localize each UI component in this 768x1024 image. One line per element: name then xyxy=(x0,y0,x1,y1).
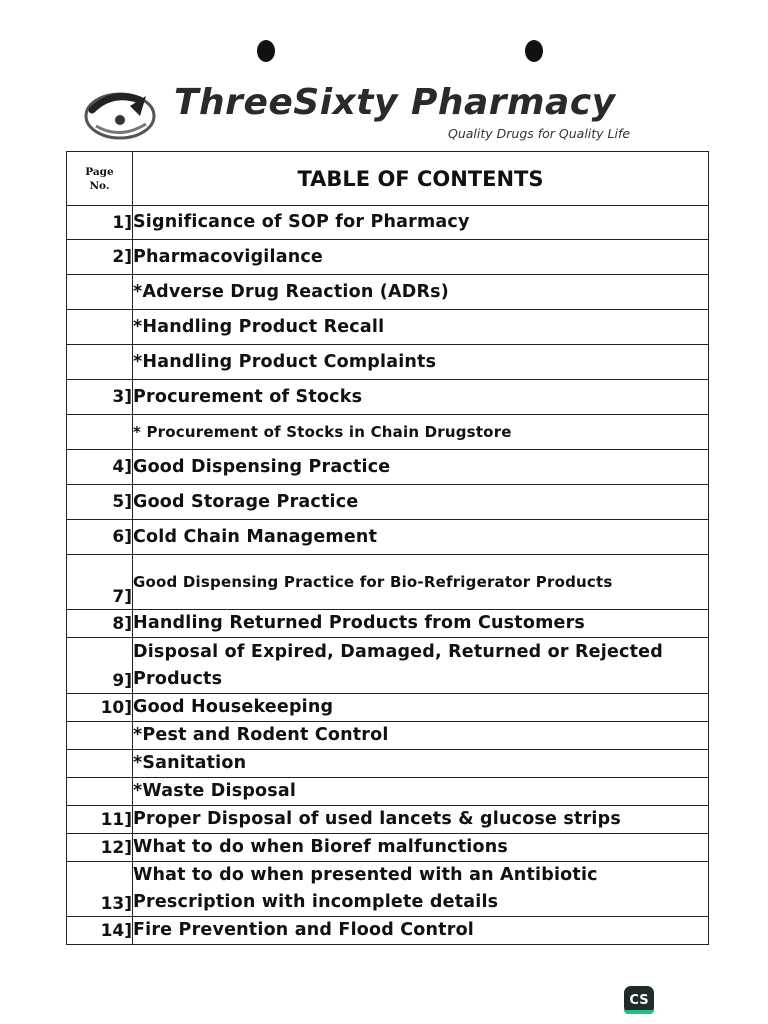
toc-item: *Handling Product Complaints xyxy=(133,345,709,380)
toc-header-row xyxy=(67,152,709,206)
toc-row xyxy=(67,750,709,778)
toc-row xyxy=(67,806,709,834)
toc-row xyxy=(67,206,709,240)
page-number xyxy=(67,415,133,450)
page-column-header xyxy=(67,152,133,206)
page-number: 8] xyxy=(67,610,133,638)
page-number xyxy=(67,275,133,310)
toc-row xyxy=(67,862,709,917)
toc-row xyxy=(67,610,709,638)
page-number xyxy=(67,750,133,778)
page-number: 13] xyxy=(67,862,133,917)
toc-item: What to do when presented with an Antibiotic Prescription with incomplete details xyxy=(133,862,709,917)
toc-row xyxy=(67,520,709,555)
toc-row xyxy=(67,917,709,945)
toc-row xyxy=(67,485,709,520)
toc-row xyxy=(67,380,709,415)
camscanner-badge-icon: CS xyxy=(624,986,654,1014)
page-number: 7] xyxy=(67,555,133,610)
toc-row xyxy=(67,345,709,380)
toc-row xyxy=(67,778,709,806)
page-number: 4] xyxy=(67,450,133,485)
page-number: 14] xyxy=(67,917,133,945)
toc-item: Significance of SOP for Pharmacy xyxy=(133,206,709,240)
page-number: 2] xyxy=(67,240,133,275)
page-number: 3] xyxy=(67,380,133,415)
toc-item: Proper Disposal of used lancets & glucose strips xyxy=(133,806,709,834)
toc-item: *Pest and Rodent Control xyxy=(133,722,709,750)
toc-row xyxy=(67,415,709,450)
page-number: 11] xyxy=(67,806,133,834)
binder-hole-right xyxy=(525,40,543,62)
toc-item: Good Dispensing Practice xyxy=(133,450,709,485)
page-number: 12] xyxy=(67,834,133,862)
toc-item: What to do when Bioref malfunctions xyxy=(133,834,709,862)
pharmacy-logo-icon xyxy=(82,86,158,142)
toc-row xyxy=(67,638,709,694)
toc-row xyxy=(67,450,709,485)
toc-row xyxy=(67,240,709,275)
toc-row xyxy=(67,834,709,862)
page-header-line-2: No. xyxy=(89,179,110,192)
toc-item: Procurement of Stocks xyxy=(133,380,709,415)
toc-item: Good Storage Practice xyxy=(133,485,709,520)
page-number: 9] xyxy=(67,638,133,694)
page-number: 10] xyxy=(67,694,133,722)
page-number: 1] xyxy=(67,206,133,240)
brand-tagline: Quality Drugs for Quality Life xyxy=(448,126,631,141)
toc-item: Handling Returned Products from Customers xyxy=(133,610,709,638)
document-header xyxy=(82,80,702,148)
toc-row xyxy=(67,310,709,345)
brand-name: ThreeSixty Pharmacy xyxy=(174,82,616,123)
table-of-contents xyxy=(66,151,709,945)
page-number xyxy=(67,310,133,345)
toc-row xyxy=(67,275,709,310)
toc-item: Good Dispensing Practice for Bio-Refrigerator Products xyxy=(133,555,709,610)
toc-item: *Sanitation xyxy=(133,750,709,778)
toc-item: Fire Prevention and Flood Control xyxy=(133,917,709,945)
binder-hole-left xyxy=(257,40,275,62)
toc-row xyxy=(67,722,709,750)
page-number: 5] xyxy=(67,485,133,520)
toc-item: Good Housekeeping xyxy=(133,694,709,722)
page-number xyxy=(67,345,133,380)
toc-item: *Handling Product Recall xyxy=(133,310,709,345)
page-header-line-1: Page xyxy=(85,165,114,178)
page-number xyxy=(67,778,133,806)
toc-item: Cold Chain Management xyxy=(133,520,709,555)
page-number xyxy=(67,722,133,750)
toc-row xyxy=(67,694,709,722)
toc-item: Pharmacovigilance xyxy=(133,240,709,275)
toc-item: *Adverse Drug Reaction (ADRs) xyxy=(133,275,709,310)
toc-row xyxy=(67,555,709,610)
toc-item: Disposal of Expired, Damaged, Returned or Rejected Products xyxy=(133,638,709,694)
page-number: 6] xyxy=(67,520,133,555)
toc-item: * Procurement of Stocks in Chain Drugstore xyxy=(133,415,709,450)
toc-title: TABLE OF CONTENTS xyxy=(133,152,709,206)
toc-item: *Waste Disposal xyxy=(133,778,709,806)
